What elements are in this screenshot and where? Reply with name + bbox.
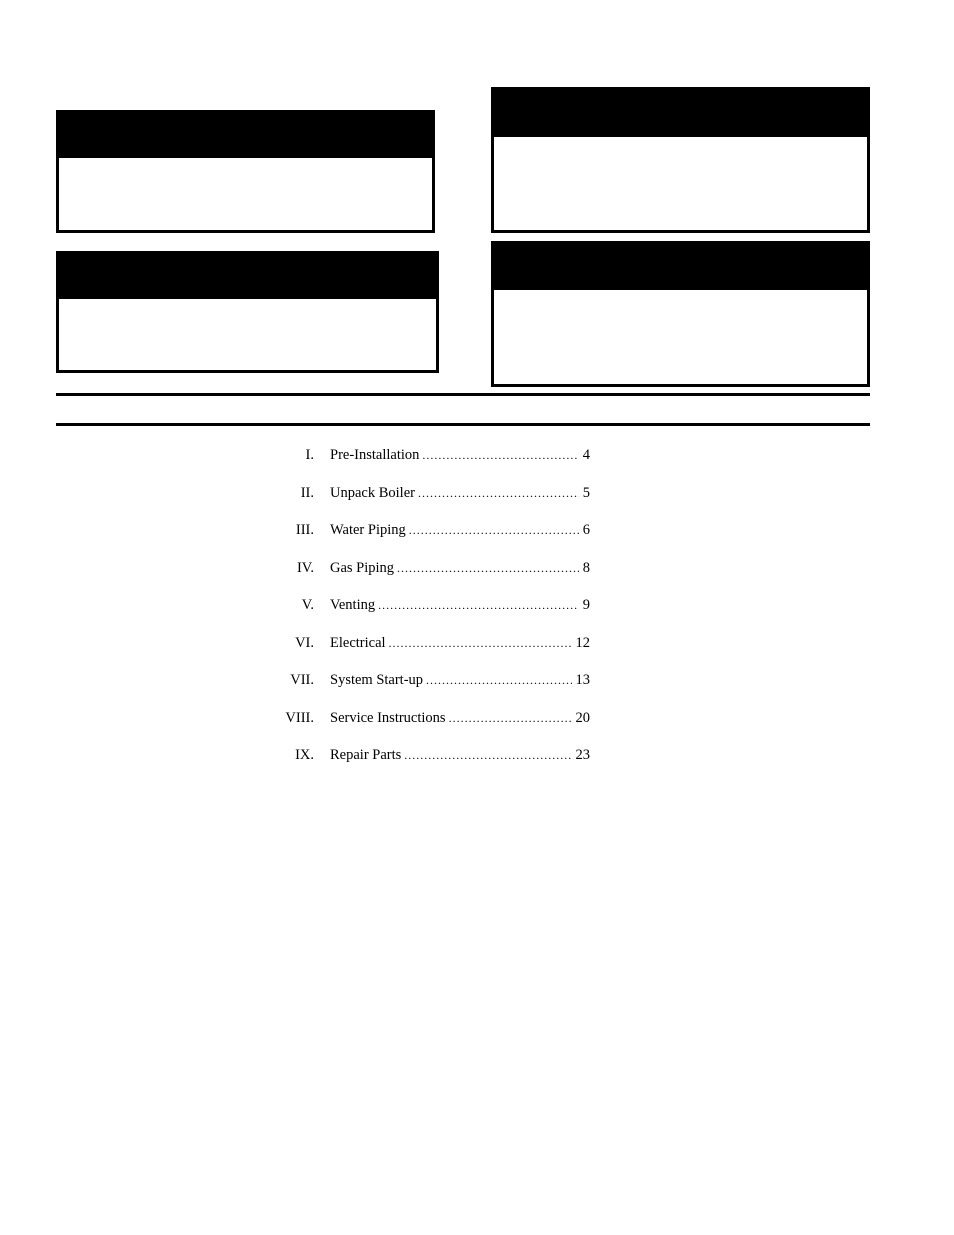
toc-entry-line bbox=[330, 441, 590, 469]
toc-entry-title: Service Instructions bbox=[330, 709, 446, 726]
notice-box-header bbox=[491, 241, 870, 290]
toc-entry-page: 6 bbox=[582, 522, 590, 538]
toc-dot-leader bbox=[426, 666, 571, 694]
section-rule-bottom bbox=[56, 423, 870, 426]
toc-dot-leader bbox=[422, 441, 578, 469]
toc-entry-numeral: II. bbox=[300, 484, 314, 501]
toc-entry-page: 12 bbox=[575, 634, 590, 651]
toc-entry-line bbox=[330, 741, 590, 769]
toc-entry-numeral: V. bbox=[301, 597, 314, 613]
toc-entry-title: Venting bbox=[330, 597, 376, 613]
toc-entry-line bbox=[330, 479, 590, 507]
toc-entry-page: 9 bbox=[582, 597, 590, 613]
toc-entry-page: 23 bbox=[575, 747, 590, 763]
toc-dot-leader bbox=[378, 591, 579, 619]
toc-entry-numeral: VIII. bbox=[285, 709, 314, 726]
toc-entry-line bbox=[330, 516, 590, 544]
toc-entry-title: Pre-Installation bbox=[330, 447, 420, 463]
toc-entry-page: 20 bbox=[575, 709, 590, 726]
toc-dot-leader bbox=[418, 479, 579, 507]
toc-dot-leader bbox=[397, 554, 579, 582]
toc-entry-title: Electrical bbox=[330, 634, 386, 651]
toc-entry-line bbox=[330, 554, 590, 582]
toc-entry-line bbox=[330, 591, 590, 619]
toc-entry-numeral: VII. bbox=[290, 672, 314, 688]
toc-dot-leader bbox=[409, 516, 579, 544]
toc-entry-numeral: IV. bbox=[296, 559, 314, 576]
toc-dot-leader bbox=[404, 741, 571, 769]
toc-entry[interactable] bbox=[270, 704, 600, 742]
toc-entry-numeral: IX. bbox=[295, 747, 314, 763]
toc-entry-title: Unpack Boiler bbox=[330, 484, 415, 501]
toc-dot-leader bbox=[449, 704, 572, 732]
toc-entry-line bbox=[330, 666, 590, 694]
toc-entry[interactable] bbox=[270, 479, 600, 517]
toc-entry-title: System Start-up bbox=[330, 672, 424, 688]
toc-entry-title: Repair Parts bbox=[330, 747, 402, 763]
toc-entry-page: 8 bbox=[582, 559, 590, 576]
toc-entry-page: 4 bbox=[582, 447, 590, 463]
toc-entry-page: 5 bbox=[582, 484, 590, 501]
toc-entry-numeral: III. bbox=[295, 522, 314, 538]
toc-entry[interactable] bbox=[270, 441, 600, 479]
notice-box-header bbox=[56, 110, 435, 158]
table-of-contents bbox=[270, 441, 600, 779]
notice-box-header bbox=[491, 87, 870, 137]
toc-entry-title: Water Piping bbox=[330, 522, 406, 538]
toc-entry-numeral: VI. bbox=[295, 634, 314, 651]
notice-box-left-bottom bbox=[56, 251, 439, 373]
notice-box-left-top bbox=[56, 110, 435, 233]
toc-entry[interactable] bbox=[270, 666, 600, 704]
toc-entry[interactable] bbox=[270, 629, 600, 667]
notice-box-right-top bbox=[491, 87, 870, 233]
toc-entry-numeral: I. bbox=[305, 447, 314, 463]
toc-entry-line bbox=[330, 704, 590, 732]
toc-entry-title: Gas Piping bbox=[330, 559, 395, 576]
notice-box-header bbox=[56, 251, 439, 299]
toc-entry-line bbox=[330, 629, 590, 657]
toc-entry-page: 13 bbox=[575, 672, 590, 688]
section-rule-top bbox=[56, 393, 870, 396]
toc-entry[interactable] bbox=[270, 741, 600, 779]
notice-box-right-bottom bbox=[491, 241, 870, 387]
toc-entry[interactable] bbox=[270, 516, 600, 554]
toc-entry[interactable] bbox=[270, 591, 600, 629]
toc-dot-leader bbox=[389, 629, 572, 657]
toc-entry[interactable] bbox=[270, 554, 600, 592]
